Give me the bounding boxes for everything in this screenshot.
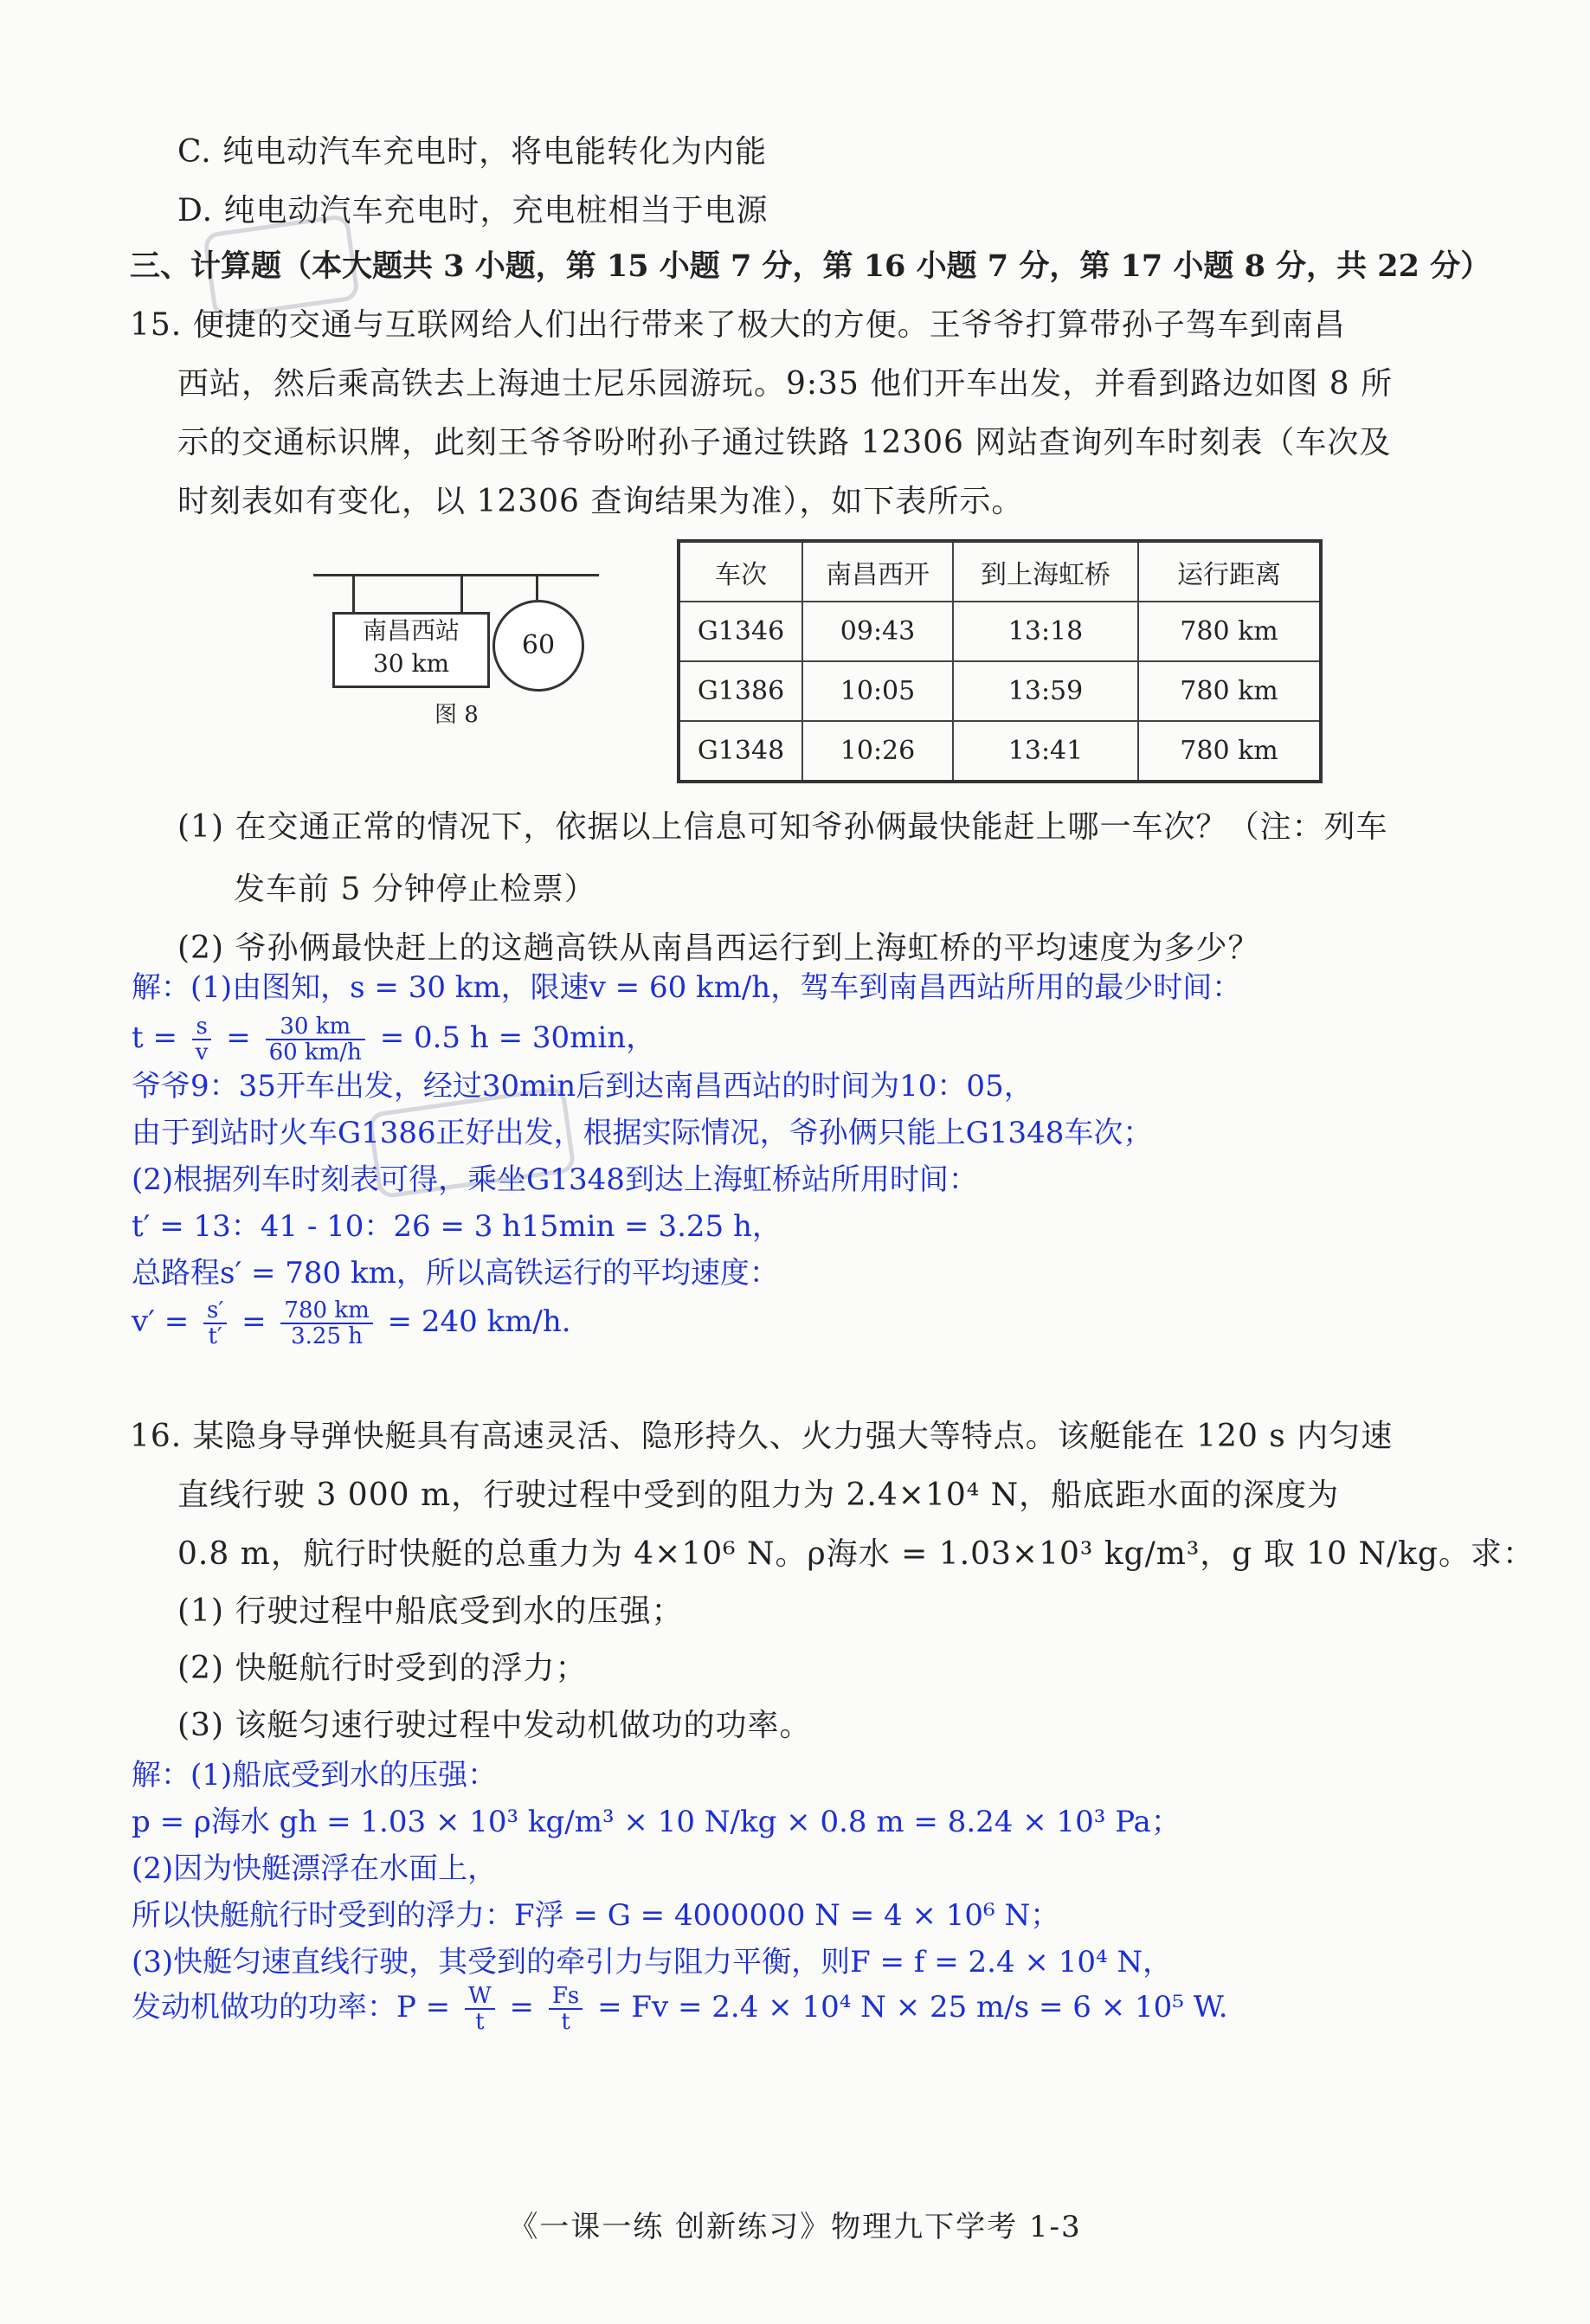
q16-text: 直线行驶 3 000 m，行驶过程中受到的阻力为 2.4×10⁴ N，船底距水面的深度为 [177, 1477, 1340, 1513]
table-header: 车次 [679, 541, 802, 602]
table-header: 运行距离 [1138, 541, 1321, 602]
q16-answer-line: 解：(1)船底受到水的压强： [132, 1758, 498, 1793]
q15-answer-line: 解：(1)由图知，s = 30 km，限速v = 60 km/h，驾车到南昌西站所用的最少时间： [132, 970, 1242, 1005]
q16-answer-line: 所以快艇航行时受到的浮力：F浮 = G = 4000000 N = 4 × 10⁶ N； [132, 1898, 1060, 1933]
numerator: 30 km [266, 1014, 365, 1040]
table-cell: 09:43 [802, 602, 953, 661]
formula-text: = Fv = 2.4 × 10⁴ N × 25 m/s = 6 × 10⁵ W. [597, 1990, 1228, 2025]
fraction [266, 1014, 365, 1065]
table-cell: 780 km [1138, 661, 1321, 721]
q15-sub1: (1) 在交通正常的情况下，依据以上信息可知爷孙俩最快能赶上哪一车次？（注：列车 [177, 809, 1388, 845]
table-header-row [679, 541, 1321, 602]
q15-answer-line: 总路程s′ = 780 km，所以高铁运行的平均速度： [132, 1256, 779, 1291]
table-row [679, 602, 1321, 661]
sign-distance: 30 km [372, 649, 450, 678]
q15-text: 西站，然后乘高铁去上海迪士尼乐园游玩。9:35 他们开车出发，并看到路边如图 8 所 [177, 366, 1394, 402]
formula-text: = [226, 1020, 251, 1055]
q15-answer-line: 由于到站时火车G1386正好出发，根据实际情况，爷孙俩只能上G1348车次； [132, 1116, 1153, 1150]
traffic-sign-figure [313, 567, 599, 740]
formula-text: = [241, 1304, 267, 1339]
table-row [679, 661, 1321, 721]
denominator: 60 km/h [268, 1040, 362, 1065]
q16-answer-line: p = ρ海水 gh = 1.03 × 10³ kg/m³ × 10 N/kg × 0.8 m = 8.24 × 10³ Pa； [132, 1805, 1181, 1839]
sign-post [352, 574, 355, 612]
numerator: Fs [549, 1984, 583, 2010]
q15-text: 时刻表如有变化，以 12306 查询结果为准），如下表所示。 [177, 484, 1024, 519]
formula-text: v′ = [132, 1304, 190, 1339]
q15-text: 示的交通标识牌，此刻王爷爷吩咐孙子通过铁路 12306 网站查询列车时刻表（车次及 [177, 425, 1392, 460]
q16-text: 16. 某隐身导弹快艇具有高速灵活、隐形持久、火力强大等特点。该艇能在 120 s 内匀速 [130, 1419, 1394, 1454]
figure-caption: 图 8 [435, 702, 479, 728]
denominator: 3.25 h [291, 1323, 364, 1349]
option-c: C. 纯电动汽车充电时，将电能转化为内能 [177, 134, 768, 170]
numerator: s′ [203, 1298, 227, 1324]
table-cell: 10:05 [802, 661, 953, 721]
formula-text: 发动机做功的功率：P = [132, 1990, 451, 2025]
distance-sign [332, 612, 490, 688]
q16-answer-line: (2)因为快艇漂浮在水面上， [132, 1851, 498, 1886]
table-cell: 13:59 [953, 661, 1138, 721]
denominator: t [475, 2009, 485, 2035]
denominator: t′ [208, 1323, 222, 1349]
numerator: 780 km [280, 1298, 372, 1324]
numerator: s [192, 1014, 212, 1040]
numerator: W [465, 1984, 495, 2010]
table-cell: 780 km [1138, 721, 1321, 782]
q15-text: 15. 便捷的交通与互联网给人们出行带来了极大的方便。王爷爷打算带孙子驾车到南昌 [130, 307, 1346, 343]
formula-text: = [509, 1990, 535, 2025]
fraction [192, 1014, 212, 1065]
q15-answer-line: 爷爷9：35开车出发，经过30min后到达南昌西站的时间为10：05， [132, 1069, 1033, 1104]
table-cell: 780 km [1138, 602, 1321, 661]
sign-post [460, 574, 463, 612]
table-cell: 10:26 [802, 721, 953, 782]
denominator: t [561, 2009, 570, 2035]
q16-sub3: (3) 该艇匀速行驶过程中发动机做功的功率。 [177, 1708, 812, 1743]
option-d: D. 纯电动汽车充电时，充电桩相当于电源 [177, 193, 769, 229]
formula-text: = 0.5 h = 30min， [379, 1020, 656, 1055]
table-row [679, 721, 1321, 782]
fraction [203, 1298, 227, 1349]
fraction [280, 1298, 372, 1349]
q15-sub1-note: 发车前 5 分钟停止检票） [234, 872, 596, 907]
q15-answer-line: (2)根据列车时刻表可得，乘坐G1348到达上海虹桥站所用时间： [132, 1162, 978, 1197]
formula-text: = 240 km/h. [387, 1304, 571, 1339]
q16-text: 0.8 m，航行时快艇的总重力为 4×10⁶ N。ρ海水 = 1.03×10³ kg/m³，g 取 10 N/kg。求： [177, 1536, 1535, 1572]
q16-answer-line: (3)快艇匀速直线行驶，其受到的牵引力与阻力平衡，则F = f = 2.4 × 10⁴ N， [132, 1945, 1173, 1980]
sign-bar [313, 574, 599, 576]
table-header: 到上海虹桥 [953, 541, 1138, 602]
q16-answer-formula [132, 1984, 1228, 2034]
q15-answer-formula [132, 1298, 571, 1349]
section-title: 三、计算题（本大题共 3 小题，第 15 小题 7 分，第 16 小题 7 分，第 17 小题 8 分，共 22 分） [130, 248, 1491, 284]
table-cell: 13:41 [953, 721, 1138, 782]
train-timetable [677, 539, 1323, 783]
page-footer: 《一课一练 创新练习》物理九下学考 1-3 [508, 2210, 1082, 2244]
sign-station: 南昌西站 [362, 616, 460, 645]
q15-sub2: (2) 爷孙俩最快赶上的这趟高铁从南昌西运行到上海虹桥的平均速度为多少？ [177, 930, 1260, 966]
formula-text: t = [132, 1020, 177, 1055]
table-cell: G1386 [679, 661, 802, 721]
speed-limit-sign: 60 [492, 600, 584, 692]
table-cell: 13:18 [953, 602, 1138, 661]
table-cell: G1346 [679, 602, 802, 661]
table-cell: G1348 [679, 721, 802, 782]
q16-sub1: (1) 行驶过程中船底受到水的压强； [177, 1593, 684, 1629]
q16-sub2: (2) 快艇航行时受到的浮力； [177, 1651, 588, 1686]
table-header: 南昌西开 [802, 541, 953, 602]
fraction [465, 1984, 495, 2034]
sign-post [536, 574, 538, 600]
denominator: v [195, 1040, 209, 1065]
q15-answer-formula [132, 1014, 655, 1065]
q15-answer-line: t′ = 13：41 - 10：26 = 3 h15min = 3.25 h， [132, 1209, 782, 1244]
fraction [549, 1984, 583, 2034]
